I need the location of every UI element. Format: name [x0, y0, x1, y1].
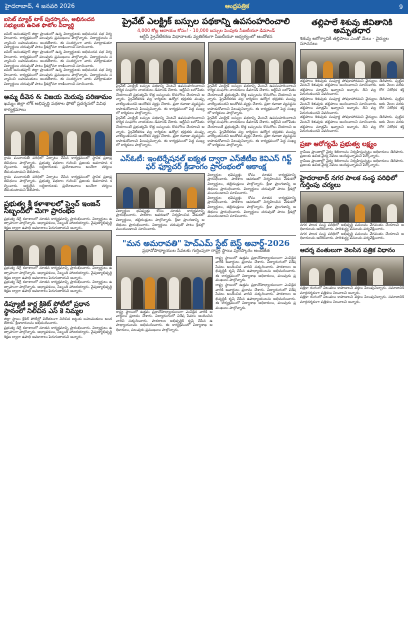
- col3-story4-photo: [300, 256, 404, 286]
- col1-story3-body: ప్రభుత్వ డిగ్రీ కళాశాలలో నూతన కార్యక్రమాన్ని ప్రారంభించారు. విద్యార్థులు ఉత్సాహంగా పాల్గొన్నారు. అధ్యాపకులు, సిబ్బంది హాజరయ్యారు. నైపుణ్యాభివృద్ధి శిక్షణ ద్వారా ఉపాధి అవకాశాలు పెరుగుతాయని అన్నారు.: [4, 216, 112, 230]
- award-body-col2-cont: రాష్ట్ర స్థాయిలో ఉత్తమ ప్రధానోపాధ్యాయులుగా ఎంపికైన వారికి అవార్డులు ప్రదానం చేశారు. విద్యారంగంలో విశేష సేవలు అందించిన వారిని సత్కరించారు. పాఠశాలల అభివృద్ధికి కృషి చేసిన ఉపాధ్యాయులను అభినందించారు. ఈ కార్యక్రమంలో విద్యాశాఖ అధికారులు, పలువురు ప్రముఖులు పాల్గొన్నారు.: [215, 283, 296, 311]
- col3-story1-body-cont: తల్లిపాలు శిశువుకు సంపూర్ణ పోషకాహారమని వైద్యులు తెలిపారు. పుట్టిన వెంటనే శిశువుకు తల్లిపాలు అందించాలని సూచించారు. ఆరు నెలల వరకు తల్లిపాలు మాత్రమే ఇవ్వాలని అన్నారు. దీని వల్ల రోగ నిరోధక శక్తి పెరుగుతుందని వివరించారు.: [300, 96, 404, 115]
- col1-story2-body-cont: గ్రామ పంచాయతీ పరిధిలో ఏర్పాటు చేసిన కార్యక్రమంలో స్థానిక ప్రజాప్రతినిధులు పాల్గొన్నారు. ప్రభుత్వ పథకాల గురించి ప్రజలకు అవగాహన కల్పించారు. అర్హులైన లబ్ధిదారులకు ప్రయోజనాలు అందేలా చర్యలు తీసుకుంటామని తెలిపారు.: [4, 174, 112, 193]
- col3-story4-body: పత్రికా రంగంలో విలువలు కాపాడాలని వక్తలు పిలుపునిచ్చారు. సమాజానికి మార్గదర్శకంగా పత్రికలు నిలవాలని అన్నారు.: [300, 286, 404, 295]
- col1-story2-photo: [4, 114, 112, 156]
- col1-story1-body-cont2: ఐసెట్ అనంతపూర్ జిల్లా ప్రాంతంలో ఉన్న విద్యార్థులకు అభినందన సభ నిర్వహించారు. కార్యక్రమంలో పలువురు ప్రముఖులు పాల్గొన్నారు. విద్యార్థులను సన్మానించి బహుమతులు అందజేశారు. ఈ సందర్భంగా వారు మాట్లాడుతూ విద్యార్థులు చదువుతో పాటు క్రీడల్లోనూ రాణించాలని సూచించారు.: [4, 68, 112, 87]
- col1-story3-title: ప్రభుత్వ శ్రీ కళాశాలలో స్వైచ్ ఇంజన్ సిబ్బందిలో మెగా ప్రారంభం: [4, 199, 101, 216]
- col3-story1-body-cont2: తల్లిపాలు శిశువుకు సంపూర్ణ పోషకాహారమని వైద్యులు తెలిపారు. పుట్టిన వెంటనే శిశువుకు తల్లిపాలు అందించాలని సూచించారు. ఆరు నెలల వరకు తల్లిపాలు మాత్రమే ఇవ్వాలని అన్నారు. దీని వల్ల రోగ నిరోధక శక్తి పెరుగుతుందని వివరించారు.: [300, 115, 404, 134]
- col1-story3-body-cont2: ప్రభుత్వ డిగ్రీ కళాశాలలో నూతన కార్యక్రమాన్ని ప్రారంభించారు. విద్యార్థులు ఉత్సాహంగా పాల్గొన్నారు. అధ్యాపకులు, సిబ్బంది హాజరయ్యారు. నైపుణ్యాభివృద్ధి శిక్షణ ద్వారా ఉపాధి అవకాశాలు పెరుగుతాయని అన్నారు.: [4, 280, 112, 294]
- col1-story1-title: ఐసెట్ మ్యాథ్ టాక్ పురస్కారం, అభినందన సభ్యులకు ఉచిత ఫొటోల విద్యార్థి: [4, 17, 95, 29]
- divider: [4, 297, 112, 298]
- lead-story-block: [116, 42, 296, 148]
- lead-subtitle-2: ఆర్టీసీ ప్రైవేటీకరణ విధానాలకు వ్యతిరేకంగా సీఐటీయూ ఆధ్వర్యంలో ఆందోళన: [139, 35, 273, 41]
- mid-body-col2-cont: విద్యార్థుల భవిష్యత్తు కోసం నూతన కార్యక్రమాన్ని ప్రారంభించారు. పాఠశాల ఆవరణలో నిర్వహించిన వేడుకలో విద్యార్థులు, తల్లిదండ్రులు పాల్గొన్నారు. క్రీడా ప్రాంగణాన్ని అతిథులు ప్రారంభించారు. విద్యార్థులు చదువుతో పాటు క్రీడల్లో ముందుండాలని సూచించారు.: [207, 195, 296, 219]
- col3-story4-body-cont: పత్రికా రంగంలో విలువలు కాపాడాలని వక్తలు పిలుపునిచ్చారు. సమాజానికి మార్గదర్శకంగా పత్రికలు నిలవాలని అన్నారు.: [300, 295, 404, 304]
- col1-story4-body: జిల్లా స్థాయి క్రికెట్ పోటీల్లో విజేతలుగా నిలిచిన జట్టుకు బహుమతులు అందజేశారు. క్రీడాకారులను అభినందించారు.: [4, 316, 112, 326]
- masthead-page-number: 9: [399, 3, 403, 11]
- mid-story-block: [116, 173, 296, 232]
- col3-story2-body-cont: గ్రామీణ ప్రాంతాల్లో వైద్య శిబిరాలను నిర్వహిస్తున్నట్లు అధికారులు తెలిపారు. ప్రజలకు ఉచిత వైద్య సేవలు అందిస్తున్నామని పేర్కొన్నారు.: [300, 158, 404, 168]
- divider: [300, 137, 404, 138]
- masthead-paper: ఆంధ్రపత్రిక: [224, 3, 250, 10]
- divider: [116, 151, 296, 152]
- col1-story2-body: గ్రామ పంచాయతీ పరిధిలో ఏర్పాటు చేసిన కార్యక్రమంలో స్థానిక ప్రజాప్రతినిధులు పాల్గొన్నారు. ప్రభుత్వ పథకాల గురించి ప్రజలకు అవగాహన కల్పించారు. అర్హులైన లబ్ధిదారులకు ప్రయోజనాలు అందేలా చర్యలు తీసుకుంటామని తెలిపారు.: [4, 156, 112, 175]
- award-body-col2: రాష్ట్ర స్థాయిలో ఉత్తమ ప్రధానోపాధ్యాయులుగా ఎంపికైన వారికి అవార్డులు ప్రదానం చేశారు. విద్యారంగంలో విశేష సేవలు అందించిన వారిని సత్కరించారు. పాఠశాలల అభివృద్ధికి కృషి చేసిన ఉపాధ్యాయులను అభినందించారు. ఈ కార్యక్రమంలో విద్యాశాఖ అధికారులు, పలువురు ప్రముఖులు పాల్గొన్నారు.: [215, 255, 296, 283]
- divider: [4, 196, 112, 197]
- award-title: "మన అమరావతి" హెచ్ఎమ్ స్టేట్ బెస్ట్ అవార్డ్-2026: [122, 237, 290, 248]
- lead-subtitle: 4,000 కోట్ల ఆదాయం కోసం! - 10,000 బస్సుల పెంపుకు సీఐటీయూ డిమాండ్: [137, 28, 275, 34]
- column-right: [300, 16, 404, 305]
- lead-body-col2: ప్రైవేట్ ఎలక్ట్రిక్ బస్సుల పథకాన్ని వెంటనే ఉపసంహరించాలని కార్మిక సంఘాల నాయకులు డిమాండ్ చేశారు. ఆర్టీసీని బలోపేతం చేయాలంటే ప్రభుత్వమే కొత్త బస్సులను కొనుగోలు చేయాలని అన్నారు. ప్రైవేటీకరణ వల్ల కార్మికుల ఉద్యోగ భద్రతకు ముప్పు వాటిల్లుతుందని ఆందోళన వ్యక్తం చేశారు. ప్రజా రవాణా వ్యవస్థను కాపాడుకోవాలని పిలుపునిచ్చారు. ఈ కార్యక్రమంలో పెద్ద సంఖ్యలో కార్మికులు పాల్గొన్నారు.: [207, 83, 296, 116]
- col1-story2-sub: ఖమ్మం జిల్లా లోక్ అభివృద్ధి పథకాల ఫోటో ప్రదర్శనలో వివిధ కార్యక్రమాలు: [4, 102, 106, 113]
- col1-story1-body: ఐసెట్ అనంతపూర్ జిల్లా ప్రాంతంలో ఉన్న విద్యార్థులకు అభినందన సభ నిర్వహించారు. కార్యక్రమంలో పలువురు ప్రముఖులు పాల్గొన్నారు. విద్యార్థులను సన్మానించి బహుమతులు అందజేశారు. ఈ సందర్భంగా వారు మాట్లాడుతూ విద్యార్థులు చదువుతో పాటు క్రీడల్లోనూ రాణించాలని సూచించారు.: [4, 31, 112, 50]
- award-subtitle: ప్రధానోపాధ్యాయుల సేవలకు గుర్తింపుగా రాష్ట్ర స్థాయి పురస్కారం అందజేత: [142, 249, 270, 255]
- col1-story3-body-cont: ప్రభుత్వ డిగ్రీ కళాశాలలో నూతన కార్యక్రమాన్ని ప్రారంభించారు. విద్యార్థులు ఉత్సాహంగా పాల్గొన్నారు. అధ్యాపకులు, సిబ్బంది హాజరయ్యారు. నైపుణ్యాభివృద్ధి శిక్షణ ద్వారా ఉపాధి అవకాశాలు పెరుగుతాయని అన్నారు.: [4, 266, 112, 280]
- mid-body: విద్యార్థుల భవిష్యత్తు కోసం నూతన కార్యక్రమాన్ని ప్రారంభించారు. పాఠశాల ఆవరణలో నిర్వహించిన వేడుకలో విద్యార్థులు, తల్లిదండ్రులు పాల్గొన్నారు. క్రీడా ప్రాంగణాన్ని అతిథులు ప్రారంభించారు. విద్యార్థులు చదువుతో పాటు క్రీడల్లో ముందుండాలని సూచించారు.: [116, 208, 205, 232]
- col3-story3-title: హైదరాబాద్ నగర పాలక సంస్థ పరిధిలో గుర్తింపు చర్యలు: [300, 173, 398, 189]
- col3-story3-body-cont: నగర పాలక సంస్థ పరిధిలో అభివృద్ధి పనులను వేగవంతం చేయాలని అధికారులను ఆదేశించారు. పారిశుద్ధ్య పనులను పర్యవేక్షించారు.: [300, 231, 404, 241]
- divider: [116, 235, 296, 236]
- lead-body-cont: ప్రైవేట్ ఎలక్ట్రిక్ బస్సుల పథకాన్ని వెంటనే ఉపసంహరించాలని కార్మిక సంఘాల నాయకులు డిమాండ్ చేశారు. ఆర్టీసీని బలోపేతం చేయాలంటే ప్రభుత్వమే కొత్త బస్సులను కొనుగోలు చేయాలని అన్నారు. ప్రైవేటీకరణ వల్ల కార్మికుల ఉద్యోగ భద్రతకు ముప్పు వాటిల్లుతుందని ఆందోళన వ్యక్తం చేశారు. ప్రజా రవాణా వ్యవస్థను కాపాడుకోవాలని పిలుపునిచ్చారు. ఈ కార్యక్రమంలో పెద్ద సంఖ్యలో కార్మికులు పాల్గొన్నారు.: [116, 115, 205, 148]
- column-left: [4, 16, 112, 340]
- divider: [300, 171, 404, 172]
- col3-story3-photo: [300, 191, 404, 223]
- masthead-date: హైదరాబాద్, 4 జనవరి 2026: [5, 3, 75, 10]
- col3-story2-body: గ్రామీణ ప్రాంతాల్లో వైద్య శిబిరాలను నిర్వహిస్తున్నట్లు అధికారులు తెలిపారు. ప్రజలకు ఉచిత వైద్య సేవలు అందిస్తున్నామని పేర్కొన్నారు.: [300, 149, 404, 159]
- col3-story2-title: ప్రజా ఆరోగ్యమే ప్రభుత్వ లక్ష్యం: [300, 139, 377, 148]
- lead-photo-2: [208, 42, 297, 84]
- divider: [300, 244, 404, 245]
- col3-story1-photo: [300, 49, 404, 79]
- lead-body: ప్రైవేట్ ఎలక్ట్రిక్ బస్సుల పథకాన్ని వెంటనే ఉపసంహరించాలని కార్మిక సంఘాల నాయకులు డిమాండ్ చేశారు. ఆర్టీసీని బలోపేతం చేయాలంటే ప్రభుత్వమే కొత్త బస్సులను కొనుగోలు చేయాలని అన్నారు. ప్రైవేటీకరణ వల్ల కార్మికుల ఉద్యోగ భద్రతకు ముప్పు వాటిల్లుతుందని ఆందోళన వ్యక్తం చేశారు. ప్రజా రవాణా వ్యవస్థను కాపాడుకోవాలని పిలుపునిచ్చారు. ఈ కార్యక్రమంలో పెద్ద సంఖ్యలో కార్మికులు పాల్గొన్నారు.: [116, 83, 205, 116]
- column-center: [116, 16, 296, 332]
- lead-photo-1: [116, 42, 205, 84]
- col1-story4-body-cont: ప్రభుత్వ డిగ్రీ కళాశాలలో నూతన కార్యక్రమాన్ని ప్రారంభించారు. విద్యార్థులు ఉత్సాహంగా పాల్గొన్నారు. అధ్యాపకులు, సిబ్బంది హాజరయ్యారు. నైపుణ్యాభివృద్ధి శిక్షణ ద్వారా ఉపాధి అవకాశాలు పెరుగుతాయని అన్నారు.: [4, 325, 112, 340]
- award-photo: [116, 256, 213, 310]
- col3-story4-title: ఆదర్శ వంతులుగా వెలసిన పత్రిక విధానం: [300, 246, 396, 254]
- col1-story2-title: అమ్మ దీవెన & విజయ మెరుపు పరిణామం: [4, 92, 112, 101]
- award-block: [116, 256, 296, 333]
- masthead: [0, 0, 408, 14]
- mid-story-title: ఎస్‌ఓటీ: ఇంటెర్నేషనల్ ఐక్యత ద్వారా ఎస్‌జీటీఐ కెవిఎస్ గిఫ్ట్ ఫర్ ఫ్యూచర్ క్రీడాంగం ప్రారంభంలో ఆకాంక్ష: [120, 154, 292, 171]
- col3-story1-body: తల్లిపాలు శిశువుకు సంపూర్ణ పోషకాహారమని వైద్యులు తెలిపారు. పుట్టిన వెంటనే శిశువుకు తల్లిపాలు అందించాలని సూచించారు. ఆరు నెలల వరకు తల్లిపాలు మాత్రమే ఇవ్వాలని అన్నారు. దీని వల్ల రోగ నిరోధక శక్తి పెరుగుతుందని వివరించారు.: [300, 78, 404, 97]
- col3-story1-sub: శిశువు ఆరోగ్యానికి తల్లిపాలు ఎంతో మేలు - వైద్యుల సూచనలు: [300, 36, 389, 48]
- divider: [4, 90, 112, 91]
- mid-body-col2: విద్యార్థుల భవిష్యత్తు కోసం నూతన కార్యక్రమాన్ని ప్రారంభించారు. పాఠశాల ఆవరణలో నిర్వహించిన వేడుకలో విద్యార్థులు, తల్లిదండ్రులు పాల్గొన్నారు. క్రీడా ప్రాంగణాన్ని అతిథులు ప్రారంభించారు. విద్యార్థులు చదువుతో పాటు క్రీడల్లో ముందుండాలని సూచించారు.: [207, 172, 296, 196]
- lead-body-col2-cont: ప్రైవేట్ ఎలక్ట్రిక్ బస్సుల పథకాన్ని వెంటనే ఉపసంహరించాలని కార్మిక సంఘాల నాయకులు డిమాండ్ చేశారు. ఆర్టీసీని బలోపేతం చేయాలంటే ప్రభుత్వమే కొత్త బస్సులను కొనుగోలు చేయాలని అన్నారు. ప్రైవేటీకరణ వల్ల కార్మికుల ఉద్యోగ భద్రతకు ముప్పు వాటిల్లుతుందని ఆందోళన వ్యక్తం చేశారు. ప్రజా రవాణా వ్యవస్థను కాపాడుకోవాలని పిలుపునిచ్చారు. ఈ కార్యక్రమంలో పెద్ద సంఖ్యలో కార్మికులు పాల్గొన్నారు.: [207, 115, 296, 148]
- col1-story3-photo: [4, 230, 112, 266]
- col1-story4-title: డిప్యూటీ కార్ల క్రికెట్ పోటీలో ప్రధాన స్థానంలో నిలిచిన ఎస్ కె నిమ్మల: [4, 300, 90, 315]
- award-body: రాష్ట్ర స్థాయిలో ఉత్తమ ప్రధానోపాధ్యాయులుగా ఎంపికైన వారికి అవార్డులు ప్రదానం చేశారు. విద్యారంగంలో విశేష సేవలు అందించిన వారిని సత్కరించారు. పాఠశాలల అభివృద్ధికి కృషి చేసిన ఉపాధ్యాయులను అభినందించారు. ఈ కార్యక్రమంలో విద్యాశాఖ అధికారులు, పలువురు ప్రముఖులు పాల్గొన్నారు.: [116, 309, 213, 332]
- col1-story1-body-cont: ఐసెట్ అనంతపూర్ జిల్లా ప్రాంతంలో ఉన్న విద్యార్థులకు అభినందన సభ నిర్వహించారు. కార్యక్రమంలో పలువురు ప్రముఖులు పాల్గొన్నారు. విద్యార్థులను సన్మానించి బహుమతులు అందజేశారు. ఈ సందర్భంగా వారు మాట్లాడుతూ విద్యార్థులు చదువుతో పాటు క్రీడల్లోనూ రాణించాలని సూచించారు.: [4, 49, 112, 68]
- col3-story3-body: నగర పాలక సంస్థ పరిధిలో అభివృద్ధి పనులను వేగవంతం చేయాలని అధికారులను ఆదేశించారు. పారిశుద్ధ్య పనులను పర్యవేక్షించారు.: [300, 222, 404, 232]
- lead-title: ప్రైవేట్ ఎలక్ట్రిక్ బస్సుల పథకాన్ని ఉపసంహరించాలి: [122, 17, 290, 27]
- col3-story1-title: తల్లిపాలే శిశువు జీవితానికి అమృతధార: [311, 17, 393, 36]
- mid-photo: [116, 173, 205, 209]
